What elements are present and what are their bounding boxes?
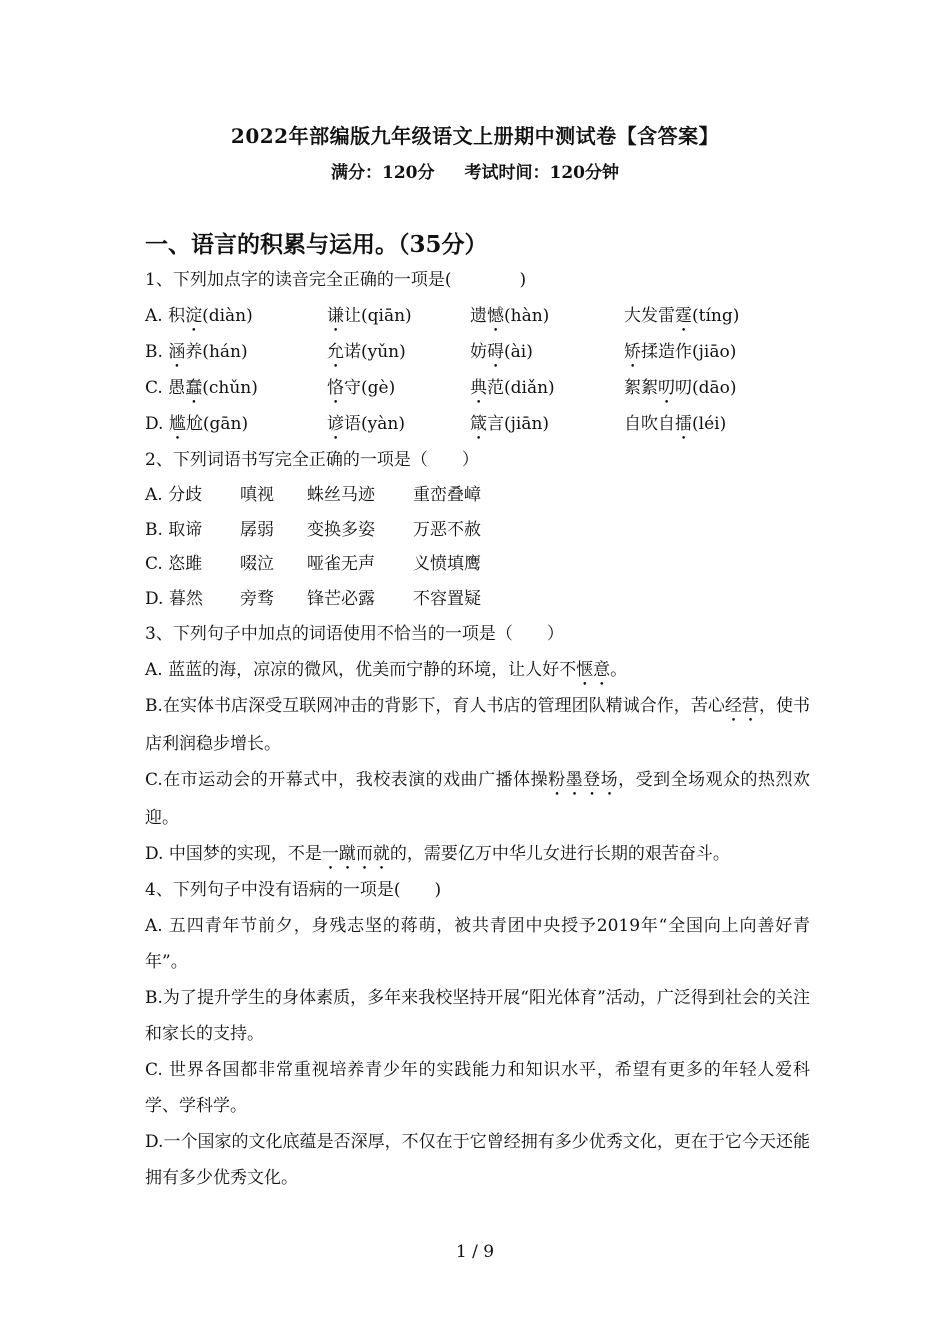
option-word: 锋芒必露 [307,588,375,609]
dotted-char: 谦 [327,306,344,326]
dotted-char: 霆 [675,306,692,326]
option-cell: 自吹自擂(léi) [624,414,727,434]
option-c: C. 世界各国都非常重视培养青少年的实践能力和知识水平，希望有更多的年轻人爱科学、学科学。 [145,1060,810,1116]
option-row [145,478,810,513]
option-cell: A. 积淀(diàn) [145,306,253,326]
option-word: 重峦叠嶂 [413,485,481,505]
dotted-char: 涵 [168,342,186,362]
page-title: 2022年部编版九年级语文上册期中测试卷【含答案】 [230,124,720,148]
option-row [145,547,810,582]
dotted-char: 允 [327,342,344,362]
option-cell: 谦让(qiān) [327,306,412,326]
dotted-word: 粉墨登场 [548,770,619,790]
option-word: A. 分歧 [145,485,203,505]
option-cell: 谚语(yàn) [327,414,405,434]
section-heading: 一、语言的积累与运用。（35分） [145,231,488,258]
option-cell: 允诺(yǔn) [327,342,406,362]
page-number: 1 / 9 [455,1242,495,1262]
option-row [145,298,810,334]
dotted-char: 箴 [470,414,487,434]
option-cell: 遗憾(hàn) [470,306,550,326]
option-cell: 典范(diǎn) [470,378,555,398]
question-stem: 2、下列词语书写完全正确的一项是（ ） [145,450,479,470]
option-cell: D. 尴尬(gān) [145,414,249,434]
option-word: 嗔视 [240,485,274,505]
option-cell: 絮絮叨叨(dāo) [624,378,737,398]
option-word: 哑雀无声 [307,554,375,574]
question-stem: 1、下列加点字的读音完全正确的一项是( ) [145,270,527,290]
dotted-char: 恪 [327,378,344,398]
option-row [145,334,810,370]
option-row [145,370,810,406]
dotted-char: 谚 [327,414,344,434]
option-cell: B. 涵养(hán) [145,342,248,362]
option-row [145,513,810,548]
option-c: C.在市运动会的开幕式中，我校表演的戏曲广播体操粉墨登场，受到全场观众的热烈欢迎。 [145,770,811,828]
dotted-char: 碍 [487,342,504,362]
option-cell: 箴言(jiān) [470,414,550,434]
dotted-char: 擂 [675,414,692,434]
question-body [145,262,810,1196]
q2-options [145,478,810,616]
option-word: 义愤填鹰 [413,554,481,574]
dotted-word: 一蹴而就 [321,844,390,864]
option-word: 蛛丝马迹 [307,485,375,505]
dotted-char: 尴 [168,414,186,434]
dotted-word: 惬意 [576,660,611,680]
option-d: D. 中国梦的实现，不是一蹴而就的，需要亿万中华儿女进行长期的艰苦奋斗。 [145,844,730,864]
option-word: 啜泣 [240,554,274,574]
option-row [145,406,810,442]
dotted-word: 经营 [724,696,759,716]
option-word: 不容置疑 [413,588,481,609]
option-cell: 恪守(gè) [327,378,396,398]
dotted-char: 憾 [487,306,504,326]
question-stem: 3、下列句子中加点的词语使用不恰当的一项是（ ） [145,624,564,644]
dotted-char: 蠢 [185,378,203,398]
option-a: A. 五四青年节前夕，身残志坚的蒋萌，被共青团中央授予2019年“全国向上向善好青年”。 [145,916,810,972]
option-word: 孱弱 [240,519,274,540]
option-b: B.为了提升学生的身体素质，多年来我校坚持开展“阳光体育”活动，广泛得到社会的关注和家长的支持。 [145,988,810,1044]
option-d: D.一个国家的文化底蕴是否深厚，不仅在于它曾经拥有多少优秀文化，更在于它今天还能拥有多少优秀文化。 [145,1132,810,1188]
option-word: 万恶不赦 [413,519,481,540]
option-a: A. 蓝蓝的海，凉凉的微风，优美而宁静的环境，让人好不惬意。 [145,660,628,680]
option-cell: 大发雷霆(tíng) [624,306,740,326]
score-time-line [0,158,950,183]
option-word: 旁骛 [240,588,274,609]
option-cell: 矫揉造作(jiāo) [624,342,737,362]
exam-time: 考试时间：120分钟 [464,163,619,183]
option-word: C. 恣雎 [145,554,203,574]
question-stem: 4、下列句子中没有语病的一项是( ) [145,880,442,900]
option-b: B.在实体书店深受互联网冲击的背影下，育人书店的管理团队精诚合作，苦心经营，使书店利润稳步增长。 [145,696,810,754]
dotted-char: 矫 [624,342,641,362]
option-word: B. 取谛 [145,519,203,540]
dotted-char: 典 [470,378,487,398]
dotted-char: 淀 [185,306,203,326]
option-word: 变换多姿 [307,519,375,540]
dotted-char: 叨 [658,378,675,398]
option-row [145,582,810,617]
option-cell: 妨碍(ài) [470,342,533,362]
option-cell: C. 愚蠢(chǔn) [145,378,258,398]
full-score: 满分：120分 [331,163,435,183]
q1-options [145,298,810,442]
option-word: D. 暮然 [145,588,203,609]
